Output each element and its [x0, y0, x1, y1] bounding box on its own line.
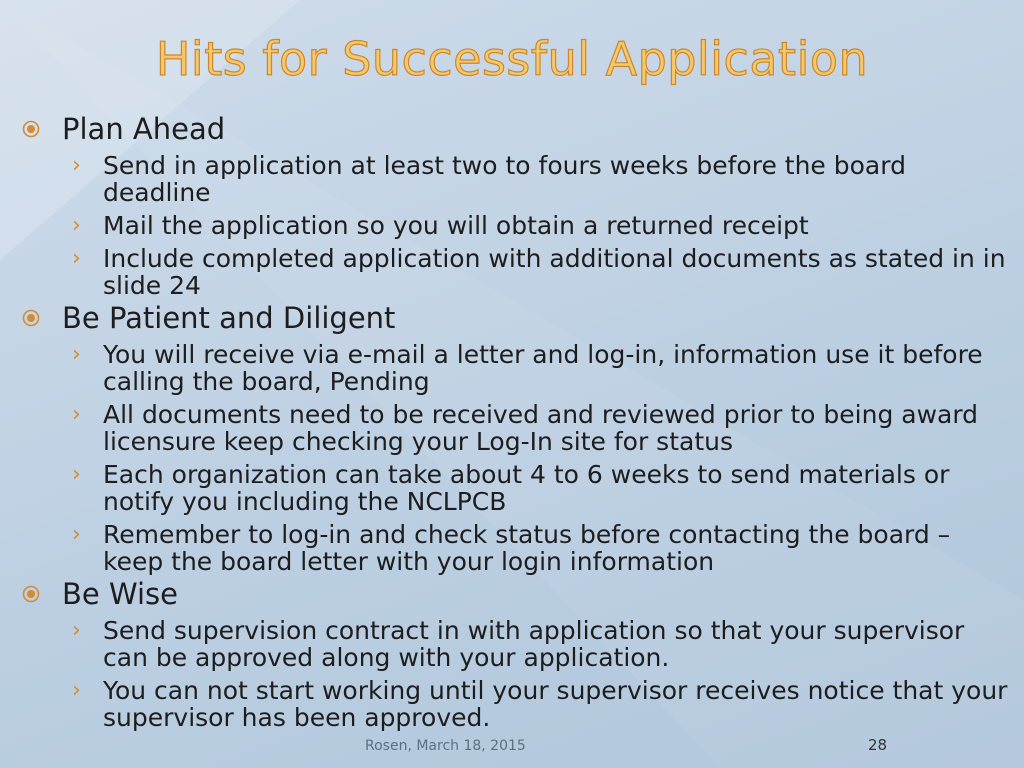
- list-item-text: You will receive via e-mail a letter and log-in, information use it before calling the board, Pending: [103, 340, 983, 396]
- circle-target-icon: [22, 309, 40, 327]
- circle-target-icon: [22, 585, 40, 603]
- list-item-text: Each organization can take about 4 to 6 weeks to send materials or notify you including the NCLPCB: [103, 460, 950, 516]
- bullet-content: [20, 110, 1010, 731]
- list-item: [20, 152, 1010, 206]
- list-item: [20, 212, 1010, 239]
- list-item: [20, 245, 1010, 299]
- section-heading-text: Plan Ahead: [62, 112, 226, 146]
- list-item: [20, 401, 1010, 455]
- chevron-right-icon: ›: [72, 678, 81, 703]
- chevron-right-icon: ›: [72, 462, 81, 487]
- chevron-right-icon: ›: [72, 246, 81, 271]
- slide-title: Hits for Successful Application: [155, 32, 869, 86]
- chevron-right-icon: ›: [72, 213, 81, 238]
- list-item-text: Send supervision contract in with application so that your supervisor can be approved along with your application.: [103, 616, 965, 672]
- chevron-right-icon: ›: [72, 342, 81, 367]
- chevron-right-icon: ›: [72, 618, 81, 643]
- list-item-text: Include completed application with additional documents as stated in in slide 24: [103, 244, 1006, 300]
- chevron-right-icon: ›: [72, 522, 81, 547]
- list-item: [20, 341, 1010, 395]
- circle-target-icon: [22, 120, 40, 138]
- list-item: [20, 617, 1010, 671]
- list-item: [20, 521, 1010, 575]
- section-heading: [20, 577, 1010, 611]
- section-heading-text: Be Wise: [62, 577, 178, 611]
- list-item: [20, 677, 1010, 731]
- list-item-text: Send in application at least two to fours weeks before the board deadline: [103, 151, 906, 207]
- chevron-right-icon: ›: [72, 402, 81, 427]
- list-item-text: Mail the application so you will obtain a returned receipt: [103, 211, 809, 240]
- section-heading-text: Be Patient and Diligent: [62, 301, 396, 335]
- footer-author-date: Rosen, March 18, 2015: [365, 738, 526, 754]
- list-item-text: You can not start working until your supervisor receives notice that your supervisor has been approved.: [103, 676, 1008, 732]
- chevron-right-icon: ›: [72, 153, 81, 178]
- section-heading: [20, 301, 1010, 335]
- list-item: [20, 461, 1010, 515]
- list-item-text: All documents need to be received and reviewed prior to being award licensure keep checking your Log-In site for status: [103, 400, 979, 456]
- slide-page-number: 28: [868, 736, 888, 754]
- list-item-text: Remember to log-in and check status before contacting the board – keep the board letter with your login information: [103, 520, 951, 576]
- section-heading: [20, 112, 1010, 146]
